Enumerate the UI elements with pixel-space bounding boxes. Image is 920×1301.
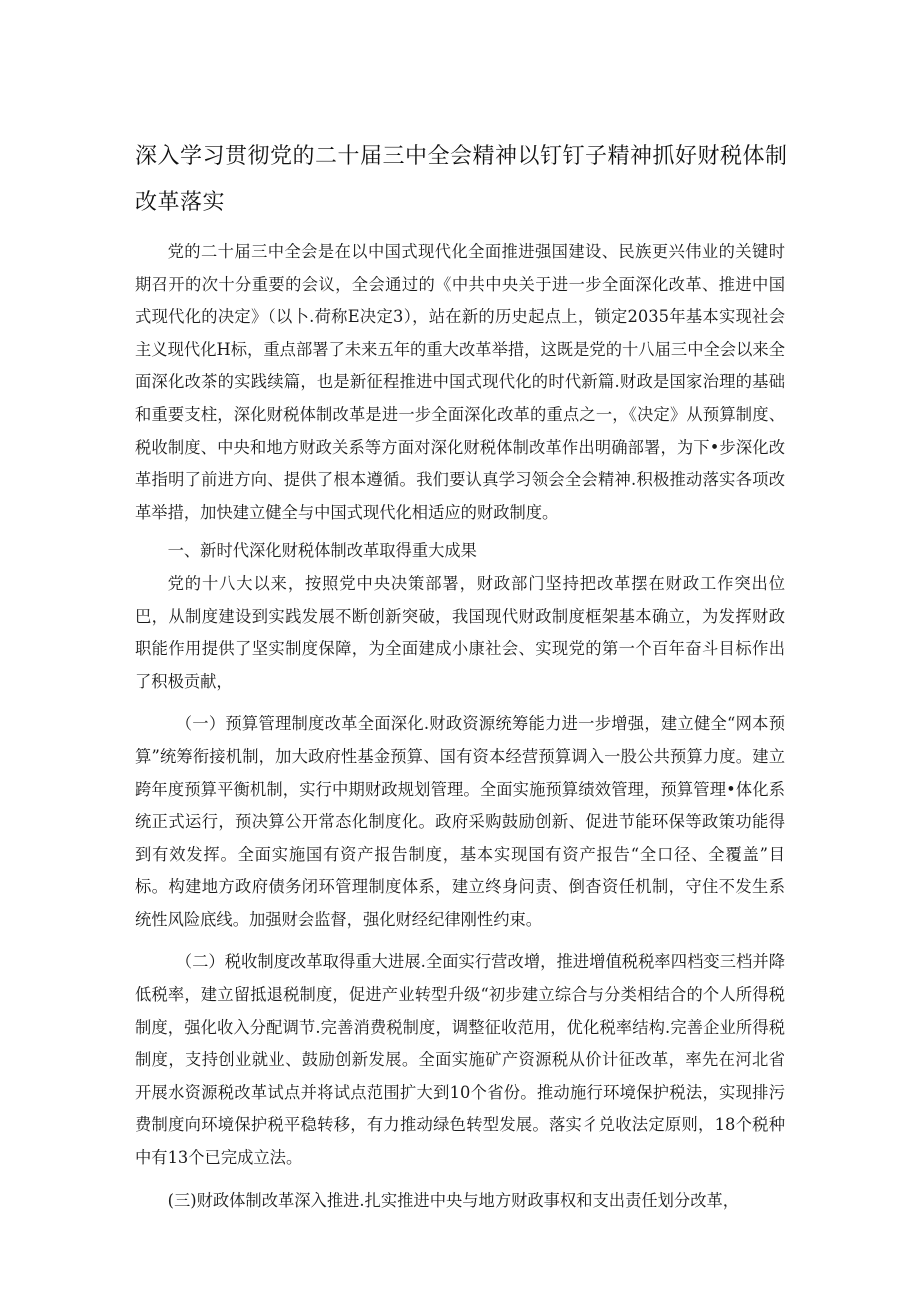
body-paragraph-budget-reform: （一）预算管理制度改革全面深化.财政资源统筹能力进一步增强，建立健全“网本预算”统筹衔接机制，加大政府性基金预算、国有资本经营预算调入一股公共预算力度。建立跨年度预算平衡机制，实行中期财政规划管理。全面实施预算绩效管理，预算管理•体化系统正式运行，预决算公开常态化制度化。政府采购鼓励创新、促进节能环保等政策功能得到有效发挥。全面实施国有资产报告制度，基本实现国有资产报告“全口径、全覆盖”目标。构建地方政府债务闭环管理制度体系，建立终身问责、倒杳资任机制，守住不发生系统性风险底线。加强财会监督，强化财经纪律刚性约束。	[135, 714, 785, 929]
section-heading-1: 一、新时代深化财税体制改革取得重大成果	[167, 541, 477, 561]
body-paragraph-fiscal-reform: (三)财政体制改革深入推进.扎实推进中央与地方财政事权和支出责任划分改革，	[167, 1190, 740, 1210]
document-body	[135, 236, 785, 1217]
body-paragraph-tax-reform: （二）税收制度改革取得重大进展.全面实行营改增，推进增值税税率四档变三档并降低税率，建立留抵退税制度，促进产业转型升级“初步建立综合与分类相结合的个人所得税制度，强化收入分配调节.完善消费税制度，调整征收范用，优化税率结构.完善企业所得税制度，支持创业就业、鼓励创新发展。全面实施矿产资源税从价计征改革，率先在河北省开展水资源税改革试点并将试点范围扩大到10个省份。推动施行环境保护税法，实现排污费制度向环境保护税平稳转移，有力推动绿色转型发展。落实彳兑收法定原则，18个税种中有13个已完成立法。	[135, 952, 785, 1168]
document-title: 深入学习贯彻党的二十届三中全会精神以钉钉子精神抓好财税体制改革落实	[135, 144, 788, 215]
body-paragraph-intro: 党的二十届三中全会是在以中国式现代化全面推进强国建设、民族更兴伟业的关键时期召开的次十分重要的会议，全会通过的《中共中央关于进一步全面深化改革、推进中国式现代化的决定》（以卜.荷称E决定3），站在新的历史起点上，锁定2035年基本实现社会主义现代化H标，重点部署了未来五年的重大改革举措，这既是党的十八届三中全会以来全面深化改茶的实践续篇，也是新征程推进中国式现代化的时代新篇.财政是国家治理的基础和重要支柱，深化财税体制改革是进一步全面深化改革的重点之一，《决定》从预算制度、税收制度、中央和地方财政关系等方面对深化财税体制改革作出明确部署，为下•步深化改革指明了前进方向、提供了根本遵循。我们要认真学习领会全会精神.积极推动落实各项改革举措，加快建立健全与中国式现代化相适应的财政制度。	[135, 242, 785, 522]
body-paragraph-achievements: 党的十八大以来，按照党中央决策部署，财政部门坚持把改革摆在财政工作突出位巴，从制度建设到实践发展不断创新突破，我国现代财政制度框架基本确立，为发挥财政职能作用提供了坚实制度保障，为全面建成小康社会、实现党的第一个百年奋斗目标作出了积极贡献，	[135, 573, 785, 691]
